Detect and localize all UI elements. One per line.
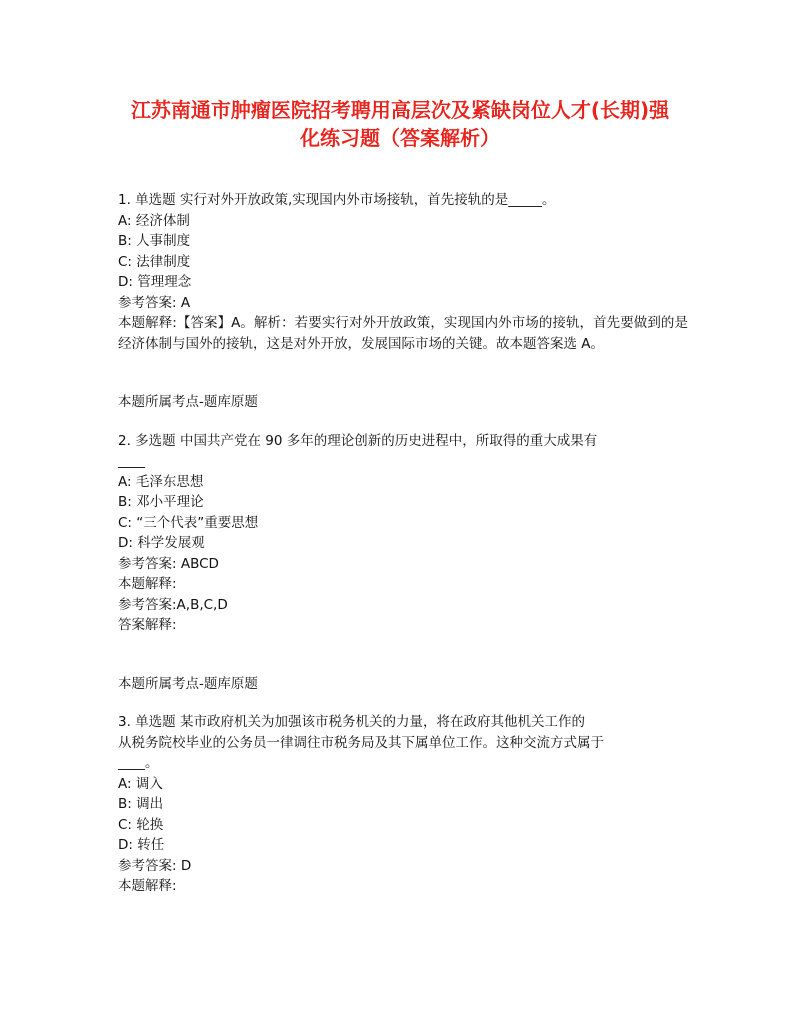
question-2-option-d: D: 科学发展观 [118, 535, 205, 551]
question-2-option-b: B: 邓小平理论 [118, 494, 204, 510]
question-2-option-c: C: “三个代表”重要思想 [118, 514, 259, 531]
document-title [100, 96, 700, 152]
question-3-header-line-3: ____。 [118, 755, 159, 771]
question-3-option-d: D: 转任 [118, 837, 165, 853]
question-3-answer: 参考答案: D [118, 857, 192, 874]
question-2-header-line-1: 2. 多选题 中国共产党在 90 多年的理论创新的历史进程中，所取得的重大成果有 [118, 432, 598, 449]
question-1-explanation: 本题解释:【答案】A。解析：若要实行对外开放政策，实现国内外市场的接轨，首先要做到的是经济体制与国外的接轨，这是对外开放，发展国际市场的关键。故本题答案选 A。 [118, 315, 688, 352]
question-3-explanation: 本题解释: [118, 878, 177, 894]
question-1-header: 1. 单选题 实行对外开放政策,实现国内外市场接轨，首先接轨的是_____。 [118, 192, 556, 208]
question-3-header-line-1: 3. 单选题 某市政府机关为加强该市税务机关的力量，将在政府其他机关工作的 [118, 714, 585, 730]
title-line-1: 江苏南通市肿瘤医院招考聘用高层次及紧缺岗位人才(长期)强 [130, 98, 670, 122]
question-1-answer: 参考答案: A [118, 294, 191, 311]
question-2-explanation-alt: 答案解释: [118, 617, 177, 633]
document-body [118, 190, 688, 897]
question-1-option-a: A: 经济体制 [118, 212, 190, 229]
question-2-explanation: 本题解释: [118, 576, 177, 592]
question-1-option-b: B: 人事制度 [118, 233, 191, 249]
question-3-header-line-2: 从税务院校毕业的公务员一律调往市税务局及其下属单位工作。这种交流方式属于 [118, 734, 604, 751]
question-2-source: 本题所属考点-题库原题 [118, 675, 258, 692]
question-1-source: 本题所属考点-题库原题 [118, 394, 258, 410]
question-2-option-a: A: 毛泽东思想 [118, 473, 204, 490]
question-3-option-a: A: 调入 [118, 775, 163, 792]
question-3 [118, 712, 688, 897]
question-3-option-c: C: 轮换 [118, 816, 164, 833]
title-line-2: 化练习题（答案解析） [300, 126, 500, 150]
question-2-answer: 参考答案: ABCD [118, 555, 219, 572]
question-2 [118, 431, 688, 636]
question-1-option-c: C: 法律制度 [118, 253, 191, 270]
question-1 [118, 190, 688, 354]
question-1-option-d: D: 管理理念 [118, 274, 192, 290]
question-2-header-line-2: ____ [118, 453, 145, 469]
question-2-answer-alt: 参考答案:A,B,C,D [118, 596, 228, 613]
question-3-option-b: B: 调出 [118, 796, 164, 812]
